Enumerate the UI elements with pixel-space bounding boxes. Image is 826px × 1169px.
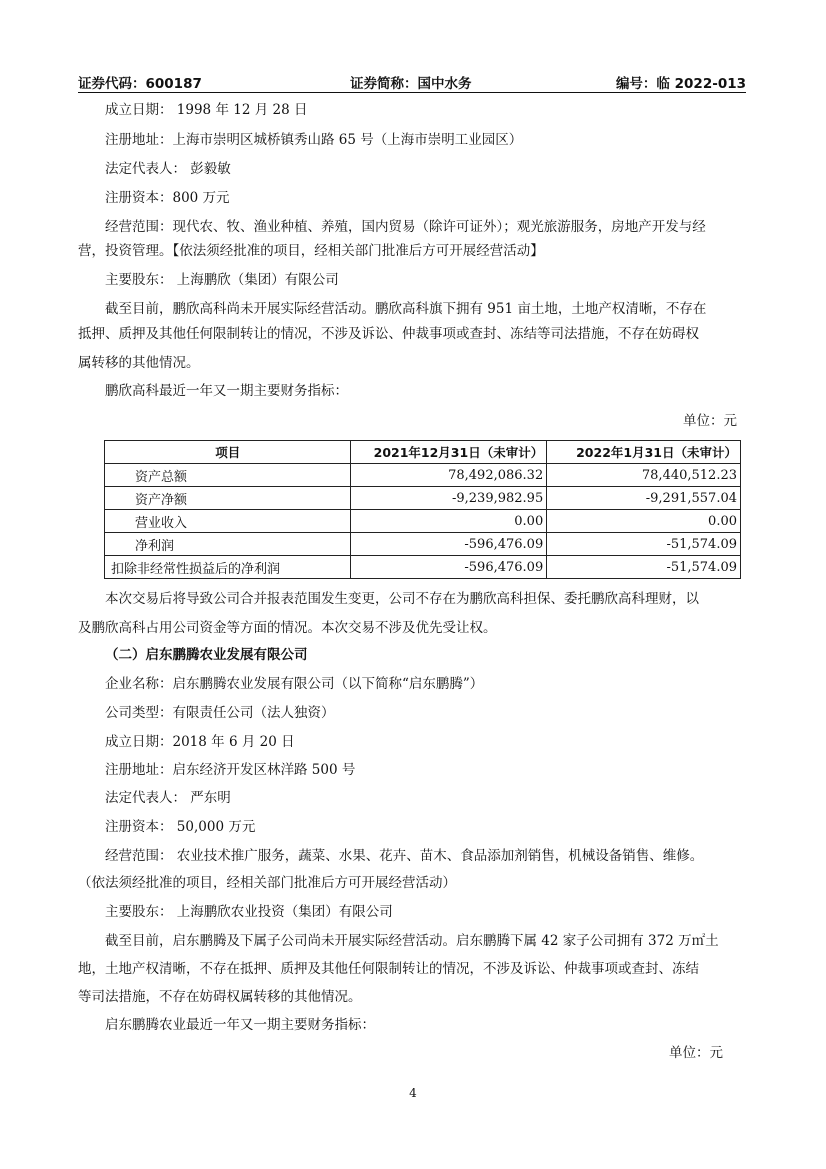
table-row (105, 510, 741, 533)
table-row (105, 464, 741, 487)
legal-representative: 法定代表人： 彭毅敏 (105, 161, 231, 177)
financial-table (104, 440, 741, 579)
business-scope-2-line-1: 经营范围： 农业技术推广服务，蔬菜、水果、花卉、苗木、食品添加剂销售，机械设备销售、维修。 (105, 848, 704, 864)
table-row (105, 533, 741, 556)
header-rule (78, 92, 746, 93)
financial-intro: 鹏欣高科最近一年又一期主要财务指标： (105, 383, 348, 399)
status-paragraph-2-line-1: 截至目前，启东鹏腾及下属子公司尚未开展实际经营活动。启东鹏腾下属 42 家子公司拥有 372 万㎡土 (105, 933, 719, 949)
status-paragraph-2-line-3: 等司法措施，不存在妨碍权属转移的其他情况。 (78, 989, 362, 1005)
transaction-note-line-1: 本次交易后将导致公司合并报表范围发生变更，公司不存在为鹏欣高科担保、委托鹏欣高科理财，以 (105, 591, 699, 607)
registered-capital: 注册资本：800 万元 (105, 190, 230, 206)
row-value: 78,492,086.32 (351, 464, 547, 487)
financial-intro-2: 启东鹏腾农业最近一年又一期主要财务指标： (105, 1017, 375, 1033)
table-header: 2022年1月31日（未审计） (547, 441, 741, 464)
status-paragraph-2-line-2: 地，土地产权清晰，不存在抵押、质押及其他任何限制转让的情况，不涉及诉讼、仲裁事项或查封、冻结 (78, 961, 699, 977)
row-value: -596,476.09 (351, 556, 547, 579)
row-value: -596,476.09 (351, 533, 547, 556)
establish-date: 成立日期： 1998 年 12 月 28 日 (105, 102, 308, 118)
unit-label: 单位：元 (683, 413, 737, 429)
row-item: 资产净额 (105, 487, 351, 510)
row-item: 营业收入 (105, 510, 351, 533)
row-item: 资产总额 (105, 464, 351, 487)
row-value: 0.00 (547, 510, 741, 533)
status-paragraph-line-3: 属转移的其他情况。 (78, 355, 200, 371)
row-item: 净利润 (105, 533, 351, 556)
company-type: 公司类型：有限责任公司（法人独资） (105, 705, 335, 721)
unit-label-2: 单位：元 (669, 1045, 723, 1061)
page-number: 4 (409, 1086, 417, 1100)
table-header: 项目 (105, 441, 351, 464)
legal-representative-2: 法定代表人： 严东明 (105, 790, 231, 806)
transaction-note-line-2: 及鹏欣高科占用公司资金等方面的情况。本次交易不涉及优先受让权。 (78, 620, 497, 636)
row-value: -9,291,557.04 (547, 487, 741, 510)
table-row (105, 556, 741, 579)
page-header (78, 72, 746, 92)
row-item: 扣除非经常性损益后的净利润 (105, 556, 351, 579)
company-name: 企业名称：启东鹏腾农业发展有限公司（以下简称“启东鹏腾”） (105, 676, 484, 692)
table-header-row (105, 441, 741, 464)
table-row (105, 487, 741, 510)
stock-code: 证券代码：600187 (78, 76, 202, 92)
establish-date-2: 成立日期：2018 年 6 月 20 日 (105, 734, 295, 750)
major-shareholder-2: 主要股东： 上海鹏欣农业投资（集团）有限公司 (105, 904, 393, 920)
major-shareholder: 主要股东： 上海鹏欣（集团）有限公司 (105, 272, 339, 288)
table-header: 2021年12月31日（未审计） (351, 441, 547, 464)
registered-address-2: 注册地址：启东经济开发区林洋路 500 号 (105, 762, 356, 778)
status-paragraph-line-2: 抵押、质押及其他任何限制转让的情况，不涉及诉讼、仲裁事项或查封、冻结等司法措施，不存在妨碍权 (78, 326, 699, 342)
stock-short-name: 证券简称：国中水务 (350, 76, 472, 92)
business-scope-line-1: 经营范围：现代农、牧、渔业种植、养殖，国内贸易（除许可证外）；观光旅游服务，房地产开发与经 (105, 219, 706, 235)
registered-address: 注册地址：上海市崇明区城桥镇秀山路 65 号（上海市崇明工业园区） (105, 132, 523, 148)
business-scope-line-2: 营，投资管理。【依法须经批准的项目，经相关部门批准后方可开展经营活动】 (78, 243, 544, 259)
section-title: （二）启东鹏腾农业发展有限公司 (105, 647, 308, 663)
registered-capital-2: 注册资本： 50,000 万元 (105, 819, 256, 835)
announcement-number: 编号：临 2022-013 (615, 76, 746, 92)
row-value: 78,440,512.23 (547, 464, 741, 487)
row-value: -51,574.09 (547, 533, 741, 556)
status-paragraph-line-1: 截至目前，鹏欣高科尚未开展实际经营活动。鹏欣高科旗下拥有 951 亩土地，土地产权清晰，不存在 (105, 301, 707, 317)
row-value: -9,239,982.95 (351, 487, 547, 510)
business-scope-2-line-2: （依法须经批准的项目，经相关部门批准后方可开展经营活动） (78, 875, 456, 891)
row-value: 0.00 (351, 510, 547, 533)
row-value: -51,574.09 (547, 556, 741, 579)
